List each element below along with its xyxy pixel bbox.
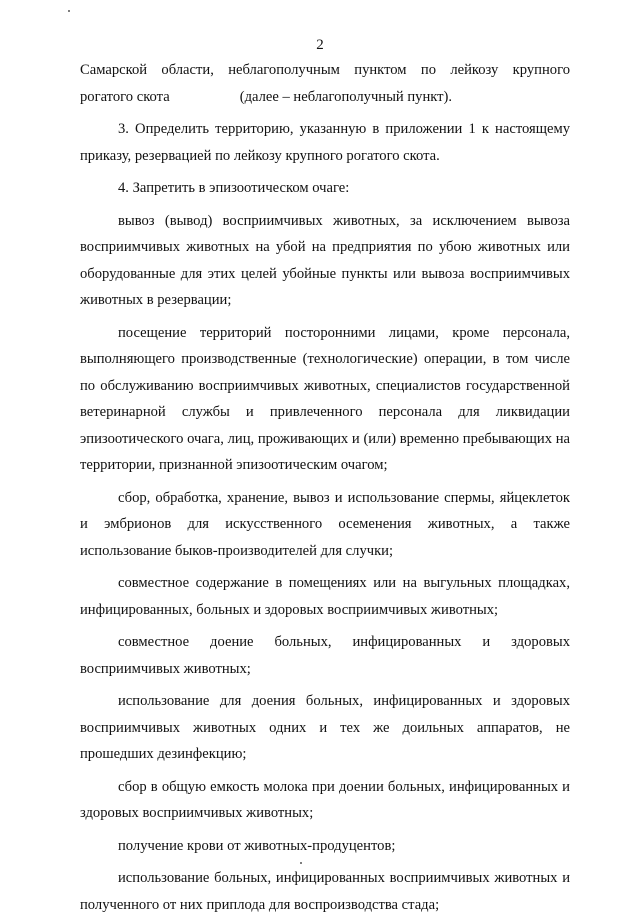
prohibition-visiting-territory: посещение территорий посторонними лицами, кроме персонала, выполняющего производственные (технологические) операции, в том числе по обслуживанию восприимчивых животных, специалистов государственной ветеринарной службы и привлеченного персонала для ликвидации эпизоотического очага, лиц, проживающих и (или) временно пребывающих на территории, признанной эпизоотическим очагом;: [80, 324, 570, 473]
paragraph-item-3: 3. Определить территорию, указанную в приложении 1 к настоящему приказу, резервацией по лейкозу крупного рогатого скота.: [80, 121, 570, 164]
paragraph-text-fragment: (далее – неблагополучный пункт).: [239, 88, 453, 105]
paragraph-line: [80, 84, 570, 111]
paragraph-line: Самарской области, неблагополучным пунктом по лейкозу крупного: [80, 62, 570, 78]
scan-artifact-dot: [68, 10, 70, 12]
paragraph-item-4: 4. Запретить в эпизоотическом очаге:: [118, 180, 350, 196]
prohibition-export-animals: вывоз (вывод) восприимчивых животных, за исключением вывоза восприимчивых животных на убой на предприятия по убою животных или оборудованные для этих целей убойные пункты или вывоза восприимчивых животных в резервации;: [80, 212, 570, 308]
prohibition-shared-milking-machines: использование для доения больных, инфицированных и здоровых восприимчивых животных одних и тех же доильных аппаратов, не прошедших дезинфекцию;: [80, 693, 570, 762]
prohibition-blood-collection: получение крови от животных-продуцентов;: [118, 837, 396, 854]
document-body: [80, 57, 570, 918]
prohibition-joint-milking: совместное доение больных, инфицированных и здоровых восприимчивых животных;: [80, 634, 570, 677]
prohibition-joint-keeping: совместное содержание в помещениях или на выгульных площадках, инфицированных, больных и здоровых восприимчивых животных;: [80, 575, 570, 618]
paragraph-region-continuation: [80, 57, 570, 110]
paragraph-text-fragment: рогатого скота: [80, 88, 170, 105]
page-number: 2: [316, 37, 324, 53]
prohibition-sperm-embryos: сбор, обработка, хранение, вывоз и использование спермы, яйцеклеток и эмбрионов для искусственного осеменения животных, а также использование быков-производителей для случки;: [80, 489, 570, 559]
prohibition-breeding-use: использование больных, инфицированных восприимчивых животных и полученного от них приплода для воспроизводства стада;: [80, 870, 570, 913]
prohibition-shared-milk-container: сбор в общую емкость молока при доении больных, инфицированных и здоровых восприимчивых животных;: [80, 778, 570, 821]
